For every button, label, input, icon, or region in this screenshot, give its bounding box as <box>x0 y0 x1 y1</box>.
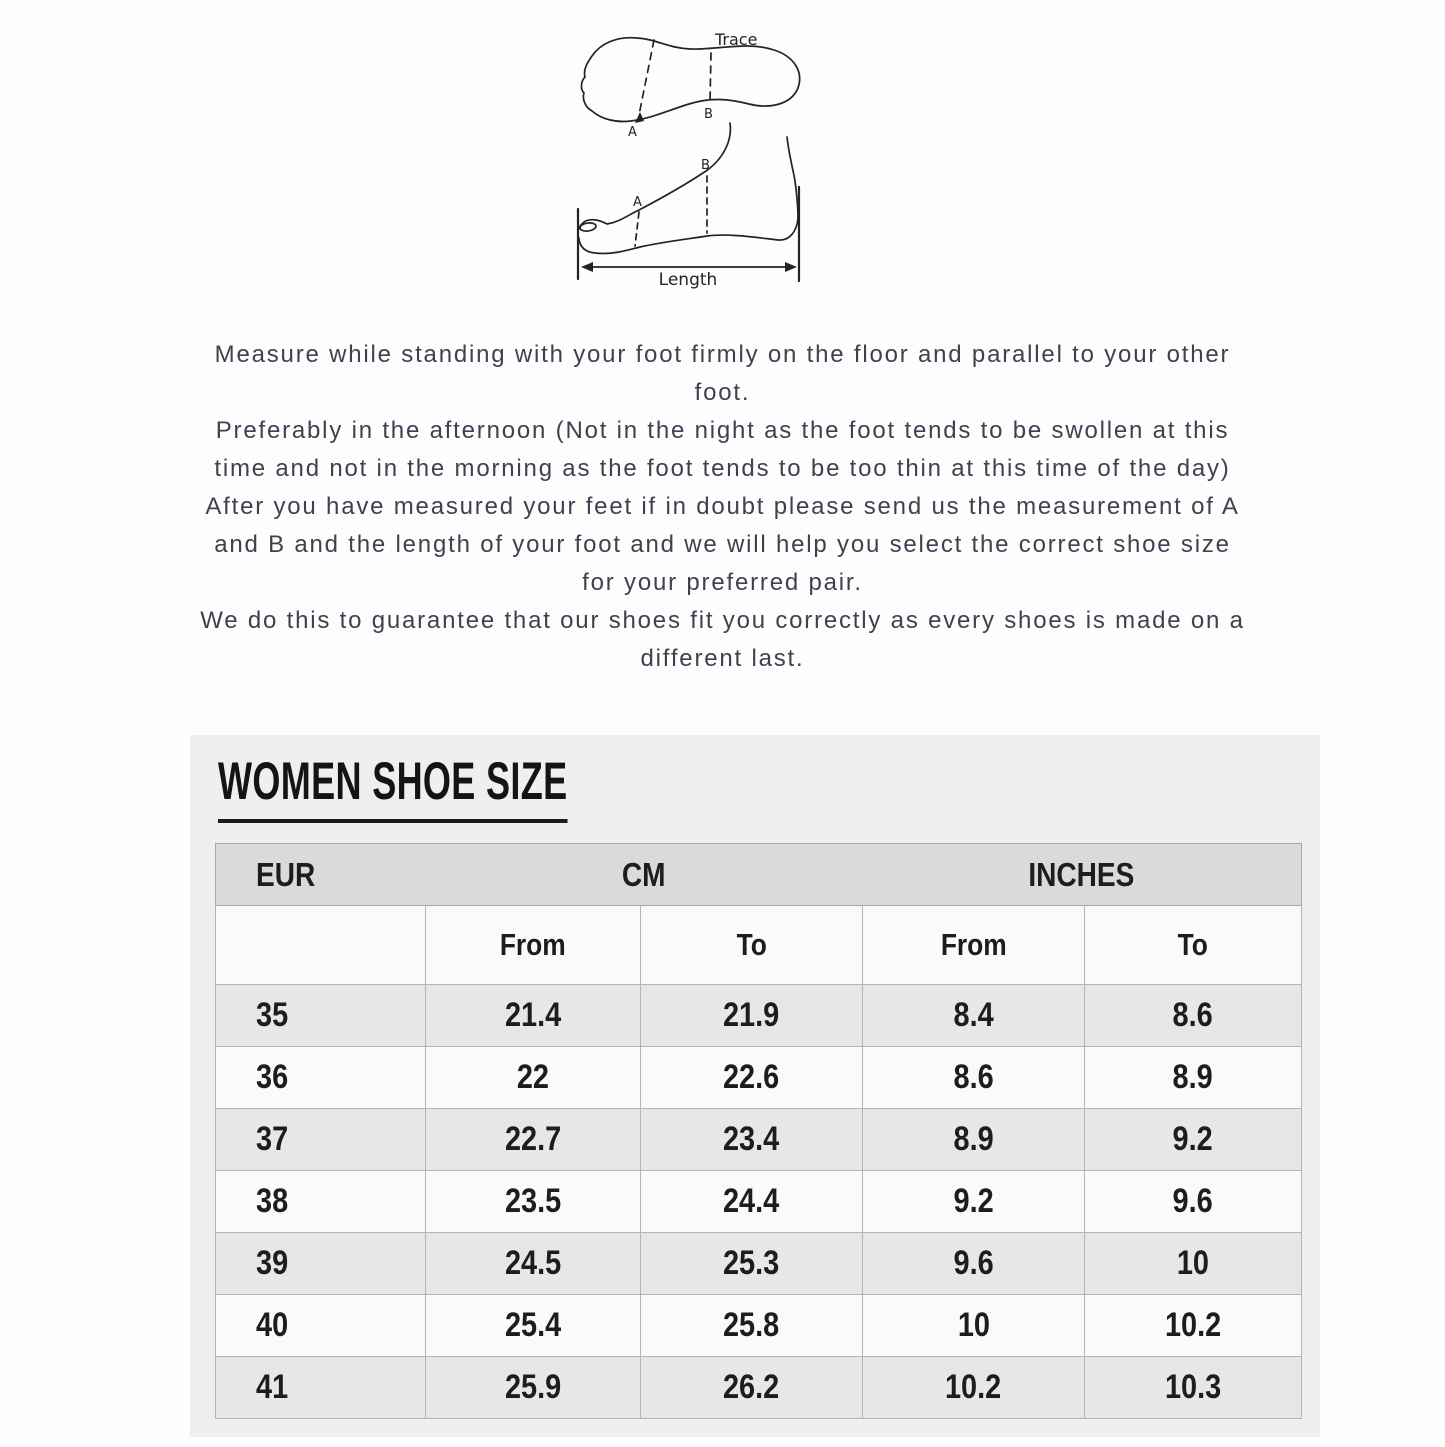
length-arrow-right-head <box>785 262 797 272</box>
eur-size-cell: 40 <box>216 1295 426 1357</box>
size-table-row <box>216 1295 1302 1357</box>
size-chart-panel <box>190 735 1320 1437</box>
cm-from-cell: 21.4 <box>426 985 641 1047</box>
size-chart-title-wrap <box>218 751 732 823</box>
inches-from-cell: 8.6 <box>863 1047 1085 1109</box>
instruction-paragraph: Preferably in the afternoon (Not in the night as the foot tends to be swollen at this time and not in the morning as the foot tends to be too thin at this time of the day) <box>214 417 1231 482</box>
inches-to-cell: 9.6 <box>1085 1171 1302 1233</box>
inches-from-cell: 10.2 <box>863 1357 1085 1419</box>
cm-from-cell: 22.7 <box>426 1109 641 1171</box>
inches-to-cell: 10.3 <box>1085 1357 1302 1419</box>
measurement-instructions <box>200 336 1245 678</box>
length-arrow-left-head <box>581 262 593 272</box>
cm-from-cell: 25.9 <box>426 1357 641 1419</box>
eur-size-cell: 37 <box>216 1109 426 1171</box>
cm-from-header: From <box>426 906 641 985</box>
cm-from-cell: 24.5 <box>426 1233 641 1295</box>
cm-to-cell: 25.8 <box>641 1295 863 1357</box>
inches-from-header: From <box>863 906 1085 985</box>
trace-label: Trace <box>715 30 758 49</box>
cm-to-cell: 24.4 <box>641 1171 863 1233</box>
cm-to-cell: 26.2 <box>641 1357 863 1419</box>
foot-trace-outline <box>581 38 799 122</box>
size-chart-title: WOMEN SHOE SIZE <box>218 751 568 823</box>
length-label: Length <box>658 270 718 290</box>
inches-from-cell: 10 <box>863 1295 1085 1357</box>
trace-point-b-label: B <box>704 107 713 122</box>
foot-measurement-diagram <box>540 18 890 300</box>
instruction-paragraph: We do this to guarantee that our shoes fit you correctly as every shoes is made on a different last. <box>200 607 1245 672</box>
side-leg-back <box>787 137 798 218</box>
eur-size-cell: 36 <box>216 1047 426 1109</box>
inches-to-cell: 10.2 <box>1085 1295 1302 1357</box>
column-group-row <box>216 844 1302 906</box>
eur-size-cell: 39 <box>216 1233 426 1295</box>
size-table-row <box>216 1357 1302 1419</box>
cm-to-cell: 23.4 <box>641 1109 863 1171</box>
empty-header-cell <box>216 906 426 985</box>
inches-to-cell: 10 <box>1085 1233 1302 1295</box>
inches-from-cell: 9.6 <box>863 1233 1085 1295</box>
eur-size-cell: 38 <box>216 1171 426 1233</box>
cm-to-cell: 21.9 <box>641 985 863 1047</box>
side-point-b-label: B <box>701 158 710 173</box>
inches-to-header: To <box>1085 906 1302 985</box>
women-shoe-size-table <box>215 843 1302 1419</box>
column-group-eur: EUR <box>216 844 426 906</box>
size-table-row <box>216 1047 1302 1109</box>
instruction-paragraph: After you have measured your feet if in doubt please send us the measurement of A and B and the length of your foot and we will help you select the correct shoe size for your preferred pair. <box>205 493 1240 596</box>
side-point-a-label: A <box>633 195 642 210</box>
eur-size-cell: 41 <box>216 1357 426 1419</box>
inches-from-cell: 8.9 <box>863 1109 1085 1171</box>
size-table-row <box>216 1233 1302 1295</box>
size-table-row <box>216 985 1302 1047</box>
column-group-inches: INCHES <box>863 844 1302 906</box>
size-table-row <box>216 1109 1302 1171</box>
cm-from-cell: 22 <box>426 1047 641 1109</box>
instruction-paragraph: Measure while standing with your foot firmly on the floor and parallel to your other foot. <box>214 341 1231 406</box>
side-line-a <box>635 212 639 246</box>
trace-line-a-arrowhead <box>635 112 644 123</box>
cm-to-header: To <box>641 906 863 985</box>
trace-line-b <box>710 53 711 103</box>
eur-size-cell: 35 <box>216 985 426 1047</box>
inches-to-cell: 8.9 <box>1085 1047 1302 1109</box>
trace-line-a <box>639 40 654 115</box>
cm-to-cell: 22.6 <box>641 1047 863 1109</box>
cm-from-cell: 23.5 <box>426 1171 641 1233</box>
side-foot-instep <box>583 123 730 224</box>
sub-header-row <box>216 906 1302 985</box>
cm-from-cell: 25.4 <box>426 1295 641 1357</box>
column-group-cm: CM <box>426 844 863 906</box>
trace-point-a-label: A <box>628 125 637 140</box>
size-table-row <box>216 1171 1302 1233</box>
inches-from-cell: 9.2 <box>863 1171 1085 1233</box>
inches-to-cell: 9.2 <box>1085 1109 1302 1171</box>
inches-from-cell: 8.4 <box>863 985 1085 1047</box>
cm-to-cell: 25.3 <box>641 1233 863 1295</box>
inches-to-cell: 8.6 <box>1085 985 1302 1047</box>
